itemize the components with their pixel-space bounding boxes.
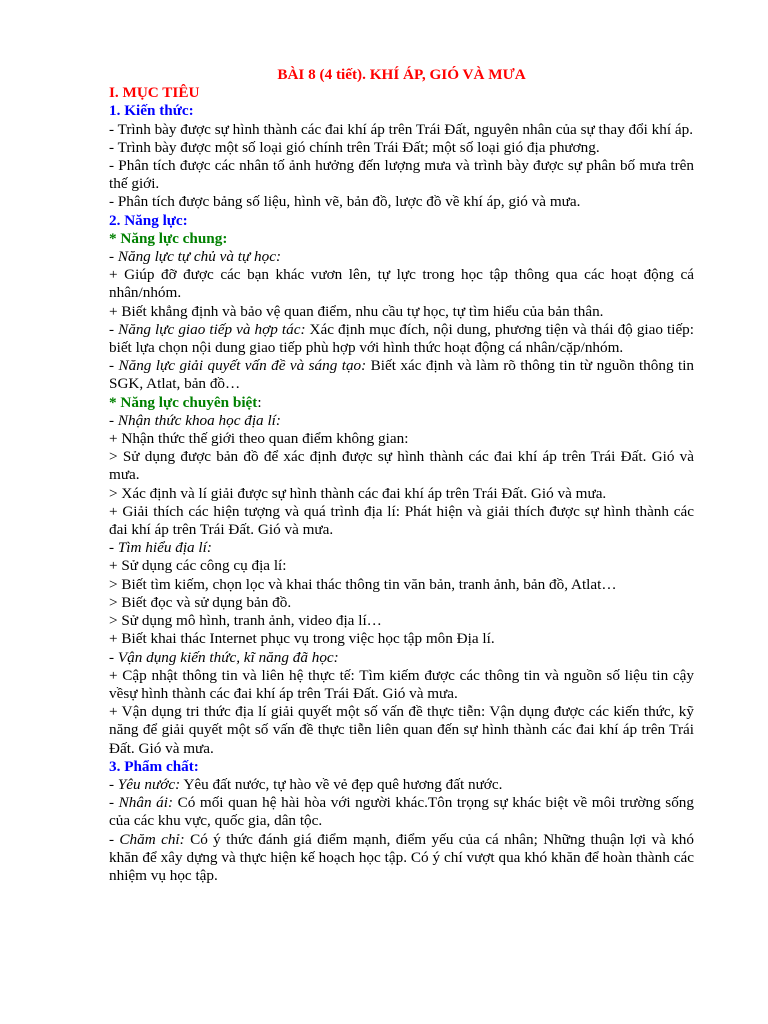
general-competence-label-2: - Năng lực giao tiếp và hợp tác: [109, 320, 306, 338]
general-competence-label-1: - Năng lực tự chủ và tự học: [109, 248, 282, 266]
quality-label-2: - Nhân ái: [109, 794, 173, 812]
knowledge-item-2: - Trình bày được một số loại gió chính trên Trái Đất; một số loại gió địa phương. [109, 138, 600, 156]
heading-qualities: 3. Phẩm chất: [109, 757, 199, 775]
general-competence-item-1a: + Giúp đỡ được các bạn khác vươn lên, tự lực trong học tập thông qua các hoạt động cá nhân/nhóm. [109, 266, 694, 302]
special-competence-title: * Năng lực chuyên biệt [109, 393, 258, 411]
special-item-2b: > Biết tìm kiếm, chọn lọc và khai thác thông tin văn bản, tranh ảnh, bản đồ, Atlat… [109, 575, 617, 593]
heading-competence: 2. Năng lực: [109, 211, 188, 229]
special-item-1a: + Nhận thức thế giới theo quan điểm không gian: [109, 430, 409, 448]
general-competence-label-3: - Năng lực giải quyết vấn đề và sáng tạo: [109, 357, 367, 375]
general-competence-item-3 [109, 357, 694, 393]
special-item-2c: > Biết đọc và sử dụng bản đồ. [109, 593, 292, 611]
lesson-title: BÀI 8 (4 tiết). KHÍ ÁP, GIÓ VÀ MƯA [277, 66, 526, 83]
document-body [109, 66, 694, 885]
knowledge-item-3: - Phân tích được các nhân tố ảnh hưởng đến lượng mưa và trình bày được sự phân bố mưa trên thế giới. [109, 157, 694, 193]
special-item-2a: + Sử dụng các công cụ địa lí: [109, 557, 287, 575]
heading-knowledge: 1. Kiến thức: [109, 102, 194, 120]
knowledge-item-4: - Phân tích được bảng số liệu, hình vẽ, bản đồ, lược đồ về khí áp, gió và mưa. [109, 193, 581, 211]
quality-text-3: Có ý thức đánh giá điểm mạnh, điểm yếu của cá nhân; Những thuận lợi và khó khăn để xây dựng và thực hiện kế hoạch học tập. Có ý chí vượt qua khó khăn để hoàn thành các nhiệm vụ học tập. [109, 830, 694, 884]
special-item-1d: + Giải thích các hiện tượng và quá trình địa lí: Phát hiện và giải thích được sự hình thành các đai khí áp trên Trái Đất. Gió và mưa. [109, 502, 694, 539]
special-competence-colon: : [257, 393, 262, 411]
heading-special-competence [109, 394, 694, 412]
quality-item-2 [109, 794, 694, 830]
special-label-3: - Vận dụng kiến thức, kĩ năng đã học: [109, 648, 339, 666]
quality-text-1: Yêu đất nước, tự hào về vẻ đẹp quê hương đất nước. [180, 775, 503, 793]
special-item-1c: > Xác định và lí giải được sự hình thành các đai khí áp trên Trái Đất. Gió và mưa. [109, 484, 607, 502]
knowledge-item-1: - Trình bày được sự hình thành các đai khí áp trên Trái Đất, nguyên nhân của sự thay đổi khí áp. [109, 120, 694, 138]
special-item-3b: + Vận dụng tri thức địa lí giải quyết một số vấn đề thực tiễn: Vận dụng được các kiến thức, kỹ năng để giải quyết một số vấn đề thực tiễn liên quan đến sự hình thành các đai khí áp trên Trái Đất. Gió và mưa. [109, 703, 694, 757]
quality-item-1 [109, 776, 694, 794]
general-competence-text-3: Biết xác định và làm rõ thông tin từ nguồn thông tin SGK, Atlat, bản đồ… [109, 357, 695, 393]
quality-label-1: - Yêu nước: [109, 775, 181, 793]
quality-item-3 [109, 831, 694, 886]
special-label-2: - Tìm hiểu địa lí: [109, 539, 212, 557]
special-item-2d: > Sử dụng mô hình, tranh ảnh, video địa lí… [109, 612, 382, 630]
special-item-2e: + Biết khai thác Internet phục vụ trong việc học tập môn Địa lí. [109, 630, 495, 648]
special-item-3a: + Cập nhật thông tin và liên hệ thực tế: Tìm kiếm được các thông tin và nguồn số liệu tin cậy vềsự hình thành các đai khí áp trên Trái Đất. Gió và mưa. [109, 666, 694, 702]
section-heading-objectives: I. MỤC TIÊU [109, 84, 200, 102]
general-competence-item-1b: + Biết khẳng định và bảo vệ quan điểm, nhu cầu tự học, tự tìm hiểu của bản thân. [109, 302, 604, 320]
special-label-1: - Nhận thức khoa học địa lí: [109, 411, 281, 429]
quality-label-3: - Chăm chỉ: [109, 830, 185, 848]
quality-text-2: Có mối quan hệ hài hòa với người khác.Tôn trọng sự khác biệt về môi trường sống của các khu vực, quốc gia, dân tộc. [109, 794, 694, 830]
heading-general-competence: * Năng lực chung: [109, 229, 228, 247]
general-competence-item-2 [109, 321, 694, 357]
special-item-1b: > Sử dụng được bản đồ để xác định được sự hình thành các đai khí áp trên Trái Đất. Gió và mưa. [109, 448, 694, 484]
general-competence-text-2: Xác định mục đích, nội dung, phương tiện và thái độ giao tiếp: biết lựa chọn nội dung giao tiếp phù hợp với hình thức hoạt động cá nhân/cặp/nhóm. [109, 320, 694, 357]
